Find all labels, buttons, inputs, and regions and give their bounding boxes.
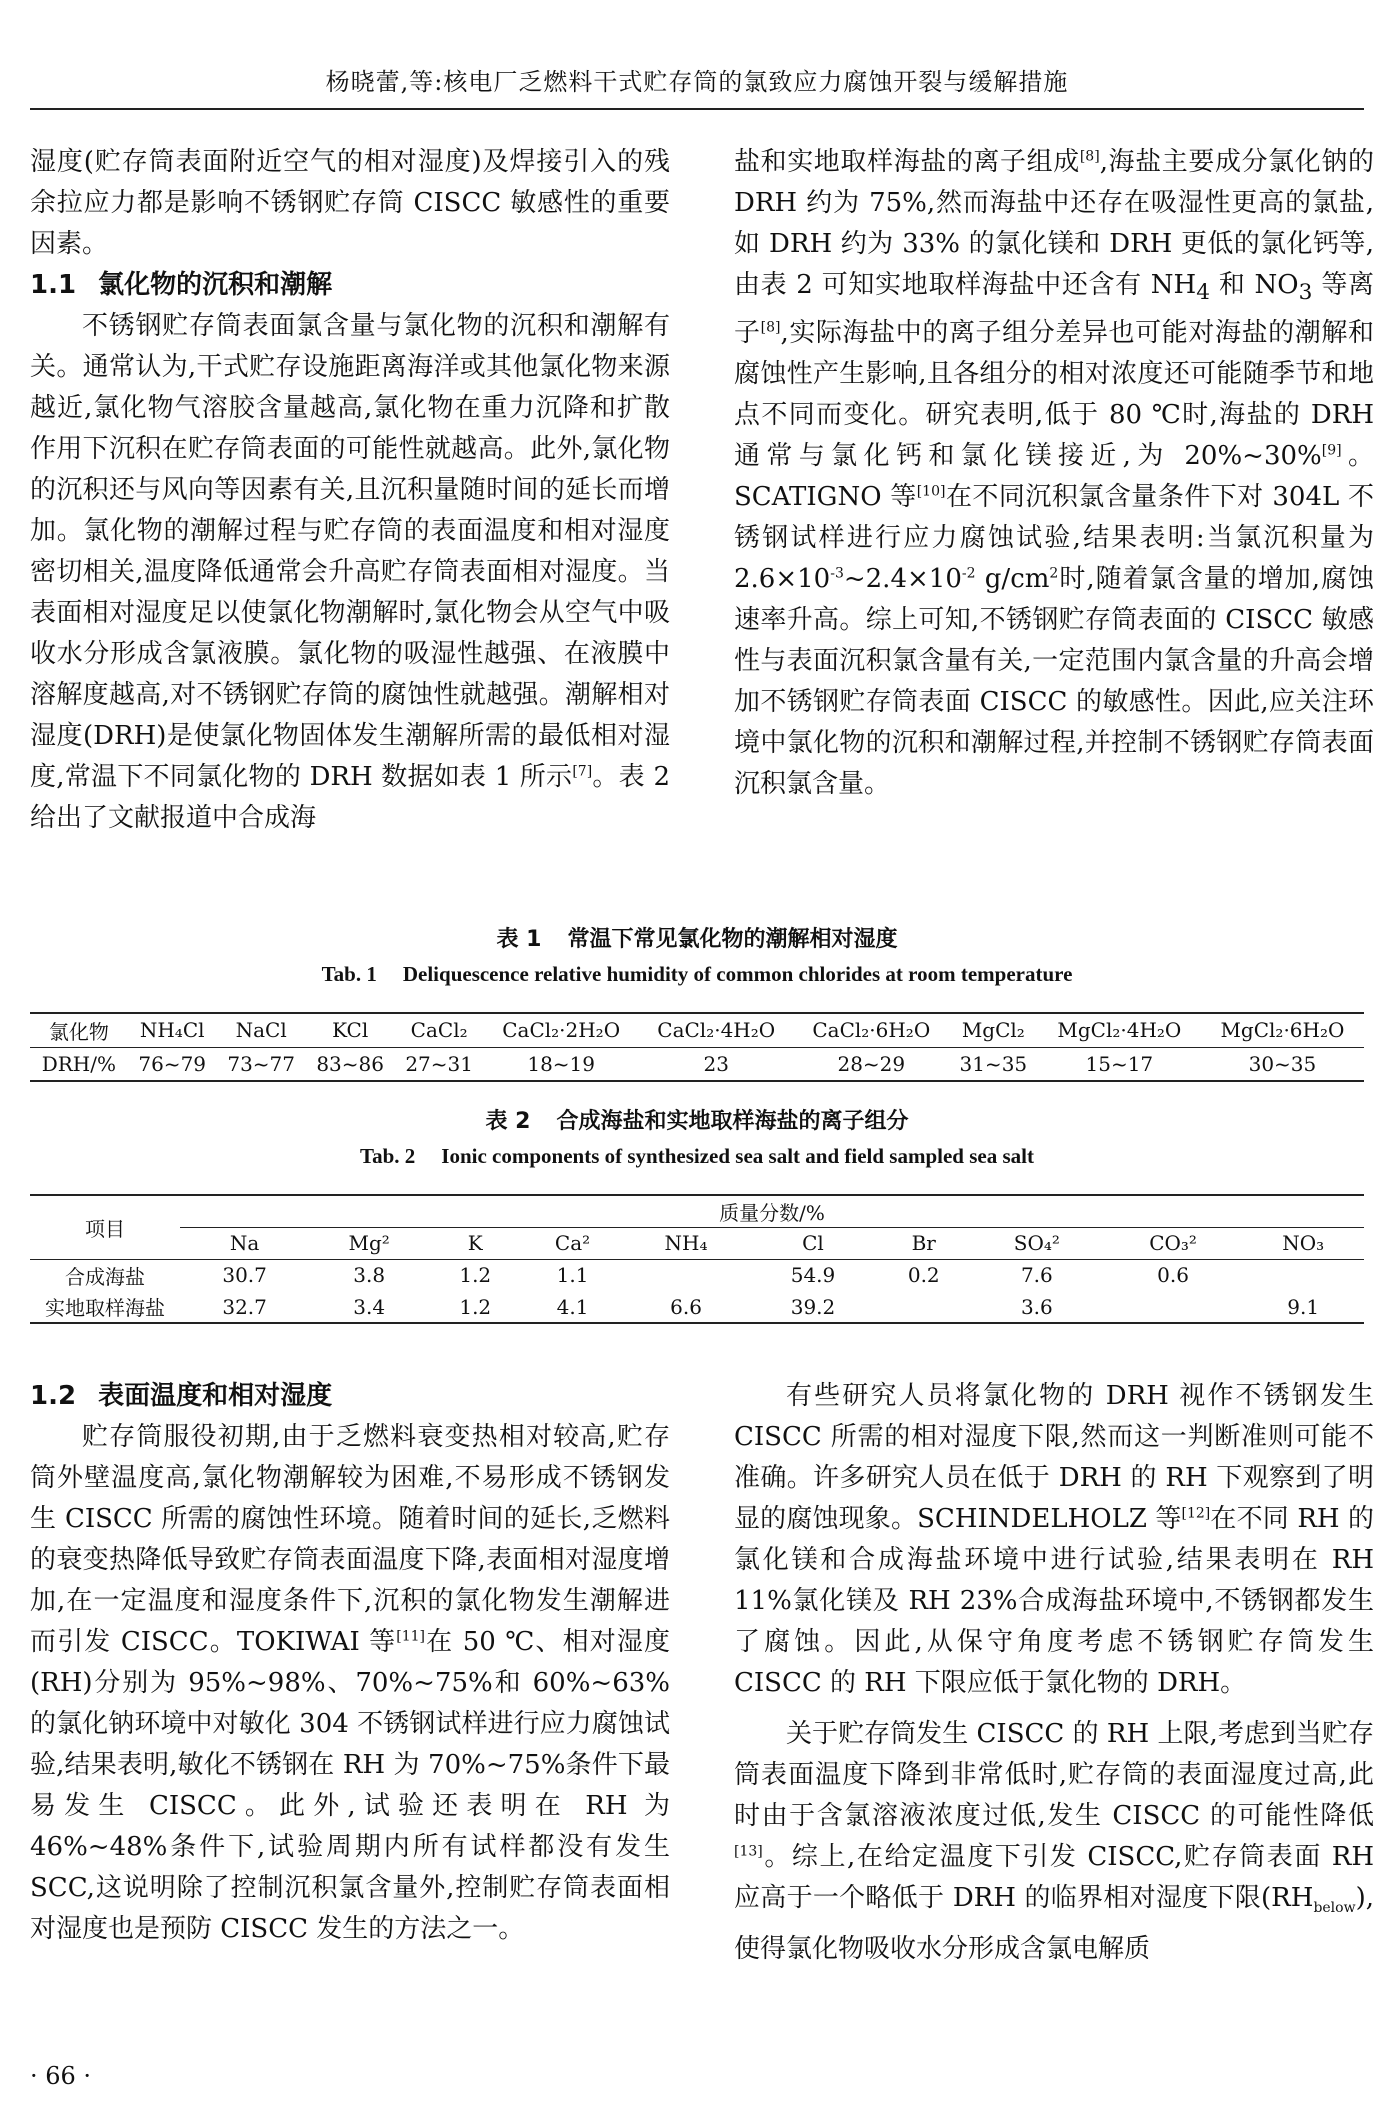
- table-header-row: [30, 1227, 1364, 1259]
- table-row: [30, 1047, 1364, 1081]
- subscript: below: [1313, 1900, 1356, 1917]
- text-run: 在不同 RH 的氯化镁和合成海盐环境中进行试验,结果表明在 RH 11%氯化镁及 RH 23%合成海盐环境中,不锈钢都发生了腐蚀。因此,从保守角度考虑不锈钢贮存筒发生 CISCC 的 RH 下限应低于氯化物的 DRH。: [734, 1504, 1375, 1698]
- citation: [10]: [916, 483, 946, 500]
- table-label: Tab. 1: [321, 962, 377, 986]
- table-cell: 3.6: [1020, 1294, 1053, 1319]
- text-run: ),使得氯化物吸收水分形成含氯电解质: [734, 1883, 1374, 1965]
- table-cell: 73~77: [227, 1051, 295, 1076]
- table-header-cell: CaCl₂·6H₂O: [794, 1013, 949, 1047]
- table-cell: 31~35: [959, 1051, 1028, 1076]
- table-header-cell: NH₄Cl: [128, 1013, 217, 1047]
- paragraph: [734, 1714, 1374, 1970]
- section-number: 1.1: [30, 270, 77, 300]
- citation: [8]: [760, 319, 781, 336]
- ion-header-cell: Na: [180, 1227, 309, 1259]
- group-header: 质量分数/%: [180, 1195, 1364, 1227]
- text-run: 贮存筒服役初期,由于乏燃料衰变热相对较高,贮存筒外壁温度高,氯化物潮解较为困难,不易形成不锈钢发生 CISCC 所需的腐蚀性环境。随着时间的延长,乏燃料的衰变热降低导致贮存筒表面温度下降,表面相对湿度增加,在一定温度和湿度条件下,沉积的氯化物发生潮解进而引发 CISCC。TOKIWAI 等: [30, 1422, 670, 1657]
- text-run: 等离子: [734, 270, 1375, 349]
- table-header-cell: NaCl: [217, 1013, 306, 1047]
- table-cell: [1242, 1259, 1364, 1291]
- running-header: 杨晓蕾,等:核电厂乏燃料干式贮存筒的氯致应力腐蚀开裂与缓解措施: [325, 68, 1069, 96]
- table-cell: 1.2: [459, 1294, 492, 1319]
- table-cell: 1.2: [459, 1263, 492, 1288]
- text-run: 不锈钢贮存筒表面氯含量与氯化物的沉积和潮解有关。通常认为,干式贮存设施距离海洋或其他氯化物来源越近,氯化物气溶胶含量越高,氯化物在重力沉降和扩散作用下沉积在贮存筒表面的可能性就越高。此外,氯化物的沉积还与风向等因素有关,且沉积量随时间的延长而增加。氯化物的潮解过程与贮存筒的表面温度和相对湿度密切相关,温度降低通常会升高贮存筒表面相对湿度。当表面相对湿度足以使氯化物潮解时,氯化物会从空气中吸收水分形成含氯液膜。氯化物的吸湿性越强、在液膜中溶解度越高,对不锈钢贮存筒的腐蚀性就越强。潮解相对湿度(DRH)是使氯化物固体发生潮解所需的最低相对湿度,常温下不同氯化物的 DRH 数据如表 1 所示: [30, 311, 670, 792]
- paragraph: [734, 142, 1374, 805]
- table-cell: 3.4: [353, 1294, 386, 1319]
- exponent: 2: [1049, 565, 1059, 582]
- text-run: 在不同沉积氯含量条件下对 304L 不锈钢试样进行应力腐蚀试验,结果表明:当氯沉积量为 2.6×10: [734, 482, 1374, 595]
- table2-caption-cn: [0, 1104, 1394, 1135]
- text-run: 在 50 ℃、相对湿度(RH)分别为 95%~98%、70%~75%和 60%~63%的氯化钠环境中对敏化 304 不锈钢试样进行应力腐蚀试验,结果表明,敏化不锈钢在 RH 为 70%~75%条件下最易发生 CISCC。此外,试验还表明在 RH 为 46%~48%条件下,试验周期内所有试样都没有发生 SCC,这说明除了控制沉积氯含量外,控制贮存筒表面相对湿度也是预防 CISCC 发生的方法之一。: [30, 1627, 670, 1944]
- section-number: 1.2: [30, 1381, 77, 1411]
- table-cell: 28~29: [837, 1051, 906, 1076]
- table-cell: [878, 1291, 970, 1323]
- item-header: 项目: [30, 1195, 180, 1259]
- table-cell: 15~17: [1085, 1051, 1154, 1076]
- page-number: · 66 ·: [30, 2062, 92, 2090]
- table-header-cell: MgCl₂·4H₂O: [1038, 1013, 1201, 1047]
- text-run: 。综上,在给定温度下引发 CISCC,贮存筒表面 RH 应高于一个略低于 DRH 的临界相对湿度下限(RH: [734, 1842, 1374, 1913]
- row-header: 氯化物: [30, 1013, 128, 1047]
- section-title: 氯化物的沉积和潮解: [98, 270, 333, 300]
- table-group-header-row: [30, 1195, 1364, 1227]
- right-column-upper: [734, 142, 1374, 805]
- row-header: DRH/%: [41, 1051, 116, 1076]
- exponent: -3: [830, 565, 844, 582]
- text-run: 盐和实地取样海盐的离子组成: [734, 147, 1080, 177]
- ion-header-cell: Ca²: [521, 1227, 623, 1259]
- table-label: 表 1: [496, 927, 542, 952]
- ion-header-cell: K: [429, 1227, 521, 1259]
- table-cell: [624, 1259, 749, 1291]
- table-cell: 6.6: [670, 1294, 702, 1319]
- right-column-lower: [734, 1376, 1374, 1970]
- table-header-row: [30, 1013, 1364, 1047]
- table-row: [30, 1291, 1364, 1323]
- table2-caption-en: [0, 1144, 1394, 1169]
- table-cell: 23: [703, 1051, 729, 1076]
- table-cell: 30.7: [222, 1263, 267, 1288]
- table-cell: 27~31: [405, 1051, 473, 1076]
- header-rule: [30, 108, 1364, 110]
- table2: [30, 1194, 1364, 1324]
- paragraph: [734, 1376, 1374, 1704]
- text-run: ,海盐主要成分氯化钠的 DRH 约为 75%,然而海盐中还存在吸湿性更高的氯盐,如 DRH 约为 33% 的氯化镁和 DRH 更低的氯化钙等,由表 2 可知实地取样海盐中还含有 NH: [734, 147, 1374, 300]
- table-cell: 54.9: [790, 1263, 836, 1288]
- table-title: 常温下常见氯化物的潮解相对湿度: [567, 927, 898, 952]
- table-title: Ionic components of synthesized sea salt and field sampled sea salt: [441, 1144, 1034, 1168]
- left-column-upper: [30, 142, 670, 839]
- paragraph: [30, 1417, 670, 1950]
- paragraph: 湿度(贮存筒表面附近空气的相对湿度)及焊接引入的残余拉应力都是影响不锈钢贮存筒 CISCC 敏感性的重要因素。: [30, 147, 670, 259]
- citation: [12]: [1181, 1505, 1211, 1522]
- citation: [11]: [396, 1628, 426, 1645]
- ion-header-cell: Cl: [748, 1227, 877, 1259]
- table-cell: 0.6: [1157, 1263, 1189, 1288]
- text-run: ,实际海盐中的离子组分差异也可能对海盐的潮解和腐蚀性产生影响,且各组分的相对浓度还可能随季节和地点不同而变化。研究表明,低于 80 ℃时,海盐的 DRH 通常与氯化钙和氯化镁接近,为 20%~30%: [734, 318, 1374, 472]
- table-cell: 9.1: [1287, 1294, 1320, 1319]
- text-run: 时,随着氯含量的增加,腐蚀速率升高。综上可知,不锈钢贮存筒表面的 CISCC 敏感性与表面沉积氯含量有关,一定范围内氯含量的升高会增加不锈钢贮存筒表面 CISCC 的敏感性。因此,应关注环境中氯化物的沉积和潮解过程,并控制不锈钢贮存筒表面沉积氯含量。: [734, 564, 1375, 800]
- table-cell: 39.2: [790, 1294, 836, 1319]
- row-label: 合成海盐: [65, 1264, 145, 1289]
- table1-caption-cn: [0, 922, 1394, 953]
- citation: [9]: [1321, 442, 1342, 459]
- text-run: 有些研究人员将氯化物的 DRH 视作不锈钢发生 CISCC 所需的相对湿度下限,然而这一判断准则可能不准确。许多研究人员在低于 DRH 的 RH 下观察到了明显的腐蚀现象。SCHINDELHOLZ 等: [734, 1381, 1374, 1534]
- section-heading-1-1: [30, 265, 670, 306]
- text-run: 关于贮存筒发生 CISCC 的 RH 上限,考虑到当贮存筒表面温度下降到非常低时,贮存筒的表面湿度过高,此时由于含氯溶液浓度过低,发生 CISCC 的可能性降低: [734, 1719, 1374, 1831]
- table-label: 表 2: [485, 1109, 531, 1134]
- text-run: g/cm: [975, 564, 1050, 595]
- citation: [8]: [1079, 148, 1100, 165]
- subscript: 4: [1196, 280, 1210, 306]
- table-header-cell: CaCl₂: [395, 1013, 484, 1047]
- table-header-cell: CaCl₂·2H₂O: [484, 1013, 639, 1047]
- table-cell: 76~79: [138, 1051, 207, 1076]
- table-cell: 1.1: [556, 1263, 589, 1288]
- ion-header-cell: CO₃²: [1104, 1227, 1243, 1259]
- citation: [7]: [572, 763, 593, 780]
- table1: [30, 1012, 1364, 1082]
- section-heading-1-2: [30, 1376, 670, 1417]
- text-run: 。SCATIGNO 等: [734, 441, 1374, 513]
- text-run: 和 NO: [1209, 270, 1299, 300]
- table1-caption-en: [0, 962, 1394, 987]
- table-row: [30, 1259, 1364, 1291]
- table-header-cell: KCl: [306, 1013, 395, 1047]
- ion-header-cell: Mg²: [309, 1227, 429, 1259]
- table-cell: 0.2: [907, 1263, 940, 1288]
- text-run: ~2.4×10: [843, 564, 962, 595]
- table-title: Deliquescence relative humidity of common chlorides at room temperature: [402, 962, 1073, 986]
- text-run: 。表 2 给出了文献报道中合成海: [30, 762, 670, 833]
- table-cell: 83~86: [316, 1051, 384, 1076]
- left-column-lower: [30, 1376, 670, 1950]
- table-header-cell: MgCl₂: [949, 1013, 1038, 1047]
- ion-header-cell: NO₃: [1242, 1227, 1364, 1259]
- ion-header-cell: Br: [878, 1227, 970, 1259]
- table-cell: 3.8: [353, 1263, 386, 1288]
- table-cell: 4.1: [556, 1294, 589, 1319]
- row-label: 实地取样海盐: [45, 1296, 165, 1320]
- citation: [13]: [734, 1843, 763, 1860]
- subscript: 3: [1298, 280, 1313, 306]
- table-cell: 7.6: [1020, 1263, 1053, 1288]
- exponent: -2: [961, 565, 976, 582]
- paragraph: [30, 306, 670, 839]
- section-title: 表面温度和相对湿度: [98, 1381, 333, 1411]
- table-cell: 30~35: [1248, 1051, 1317, 1076]
- table-header-cell: MgCl₂·6H₂O: [1201, 1013, 1364, 1047]
- table-cell: 18~19: [527, 1051, 595, 1076]
- table-label: Tab. 2: [360, 1144, 416, 1168]
- table-title: 合成海盐和实地取样海盐的离子组分: [556, 1109, 909, 1134]
- table-cell: [1104, 1291, 1243, 1323]
- table-body: [30, 1259, 1364, 1323]
- ion-header-cell: SO₄²: [970, 1227, 1104, 1259]
- table-cell: 32.7: [222, 1294, 267, 1319]
- table-header-cell: CaCl₂·4H₂O: [639, 1013, 794, 1047]
- ion-header-cell: NH₄: [624, 1227, 749, 1259]
